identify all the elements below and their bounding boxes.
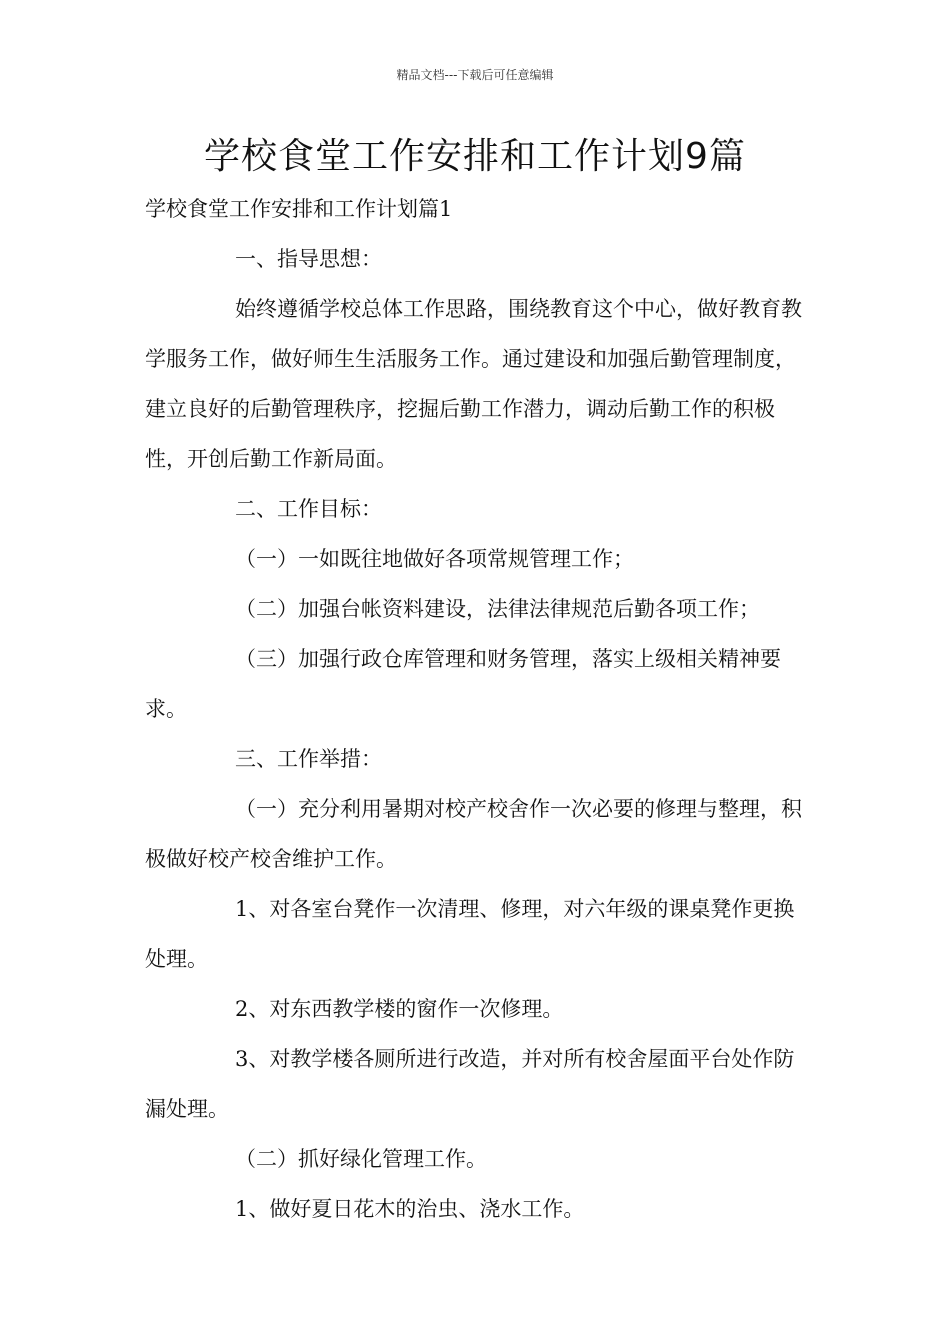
paragraph: （一）充分利用暑期对校产校舍作一次必要的修理与整理，积极做好校产校舍维护工作。 [145,797,802,871]
paragraph: 3、对教学楼各厕所进行改造，并对所有校舍屋面平台处作防漏处理。 [145,1047,795,1121]
paragraph: （三）加强行政仓库管理和财务管理，落实上级相关精神要求。 [145,647,781,721]
document-title: 学校食堂工作安排和工作计划9篇 [204,136,746,177]
document-body [145,184,810,1234]
paragraph: 三、工作举措： [235,747,382,771]
header-note: 精品文档---下载后可任意编辑 [396,68,554,82]
paragraph: （二）抓好绿化管理工作。 [235,1147,487,1171]
paragraph: 始终遵循学校总体工作思路，围绕教育这个中心，做好教育教学服务工作，做好师生生活服务工作。通过建设和加强后勤管理制度，建立良好的后勤管理秩序，挖掘后勤工作潜力，调动后勤工作的积极性，开创后勤工作新局面。 [145,297,802,471]
paragraph: （二）加强台帐资料建设，法律法律规范后勤各项工作； [235,597,760,621]
paragraph: 2、对东西教学楼的窗作一次修理。 [235,997,564,1021]
section-heading: 学校食堂工作安排和工作计划篇1 [145,197,453,221]
paragraph: 二、工作目标： [235,497,382,521]
paragraph: （一）一如既往地做好各项常规管理工作； [235,547,634,571]
paragraph: 1、对各室台凳作一次清理、修理，对六年级的课桌凳作更换处理。 [145,897,795,971]
paragraph: 一、指导思想： [235,247,382,271]
paragraph: 1、做好夏日花木的治虫、浇水工作。 [235,1197,585,1221]
